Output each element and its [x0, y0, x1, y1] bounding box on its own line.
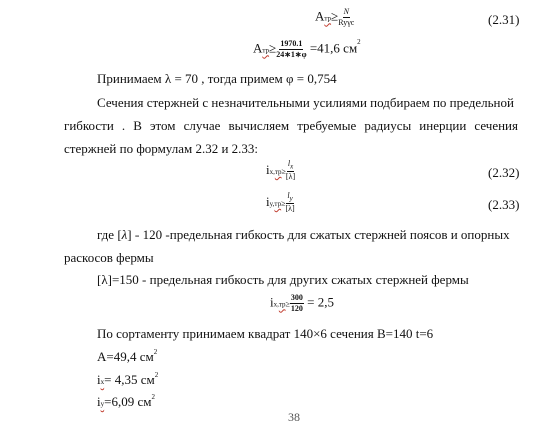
result: =41,6 см — [309, 40, 358, 56]
radius-subscript: тр — [278, 300, 286, 309]
area-subscript: тр — [262, 46, 270, 55]
area-subscript: тр — [324, 14, 332, 23]
denominator: 120 — [290, 303, 303, 313]
radius-symbol: i — [270, 294, 274, 310]
length-subscript: x — [290, 162, 294, 171]
formula-2-31-calculation — [253, 40, 361, 59]
formula-2-33 — [266, 192, 295, 214]
equation-number-2-32: (2.32) — [488, 165, 520, 180]
text-post: 120 -предельная гибкость для сжатых стержней поясов и опорных — [139, 227, 510, 242]
result-superscript: 2 — [357, 38, 361, 46]
ix-subscript: x — [100, 378, 105, 386]
ix-symbol: i — [97, 372, 101, 387]
length-symbol: l — [287, 191, 290, 200]
length-subscript: y — [289, 194, 293, 203]
denominator: [λ] — [285, 172, 296, 182]
denominator: Ryγc — [338, 17, 355, 27]
iy-symbol: i — [97, 394, 101, 409]
numerator — [286, 192, 293, 204]
fraction — [276, 40, 306, 59]
iy-superscript: 2 — [151, 393, 155, 401]
ge-sign: ≥ — [331, 8, 339, 24]
length-symbol: l — [287, 159, 291, 168]
fraction — [338, 8, 354, 27]
paragraph-sections-line-3: стержней по формулам 2.32 и 2.33: — [64, 141, 259, 156]
paragraph-lambda-line-2: раскосов фермы — [64, 250, 154, 265]
equation-number-2-33: (2.33) — [488, 197, 520, 212]
ix-line — [97, 373, 158, 386]
ge-sign: ≥ — [281, 166, 286, 176]
text-pre: где [ — [97, 227, 122, 242]
area-symbol: A — [315, 8, 325, 24]
ge-sign: ≥ — [285, 299, 290, 309]
lambda-150-line: [λ]=150 - предельная гибкость для других сжатых стержней фермы — [97, 272, 469, 287]
fraction — [285, 192, 294, 214]
equation-number-2-31: (2.31) — [488, 12, 520, 27]
area-symbol: A — [253, 40, 263, 56]
area-text: A=49,4 см — [97, 349, 154, 364]
area-line — [97, 350, 157, 363]
sortament-line: По сортаменту принимаем квадрат 140×6 сечения В=140 t=6 — [97, 326, 434, 341]
lambda-symbol: λ — [121, 227, 128, 242]
paragraph-sections-line-1: Сечения стержней с незначительными усилиями подбираем по предельной — [97, 95, 514, 110]
page-number: 38 — [288, 410, 300, 424]
denominator: [λ] — [285, 204, 295, 214]
numerator: N — [343, 7, 349, 16]
paragraph-sections-line-2: гибкости . В этом случае вычисляем требуемые радиусы инерции сечения — [64, 118, 518, 133]
fraction — [286, 160, 295, 182]
iy-subscript: y — [100, 400, 105, 408]
denominator: 24∗1∗φ — [276, 49, 307, 59]
radius-subscript: тр — [274, 199, 282, 208]
radius-subscript: тр — [274, 167, 282, 176]
ge-sign: ≥ — [281, 198, 286, 208]
numerator — [287, 160, 294, 172]
formula-2-32 — [266, 160, 295, 182]
ge-sign: ≥ — [269, 40, 277, 56]
accept-lambda-line: Принимаем λ = 70 , тогда примем φ = 0,754 — [97, 71, 337, 86]
radius-subscript-axis: x, — [273, 300, 279, 309]
numerator: 1970.1 — [280, 39, 303, 48]
ix-superscript: 2 — [154, 371, 159, 379]
result: = 2,5 — [307, 294, 335, 310]
fraction — [290, 294, 304, 313]
paragraph-lambda-line-1 — [97, 228, 510, 241]
radius-symbol: i — [266, 161, 270, 177]
iy-line — [97, 395, 155, 408]
formula-ix-calculation — [270, 294, 334, 313]
text-mid: ] — [127, 227, 135, 242]
radius-subscript-axis: x, — [269, 167, 275, 176]
area-superscript: 2 — [153, 348, 158, 356]
radius-symbol: i — [266, 193, 270, 209]
radius-subscript-axis: y, — [269, 199, 275, 208]
equals-sign: = — [134, 232, 140, 241]
ix-text: = 4,35 см — [104, 372, 155, 387]
numerator: 300 — [290, 293, 303, 302]
formula-2-31 — [315, 8, 354, 27]
iy-text: =6,09 см — [104, 394, 152, 409]
